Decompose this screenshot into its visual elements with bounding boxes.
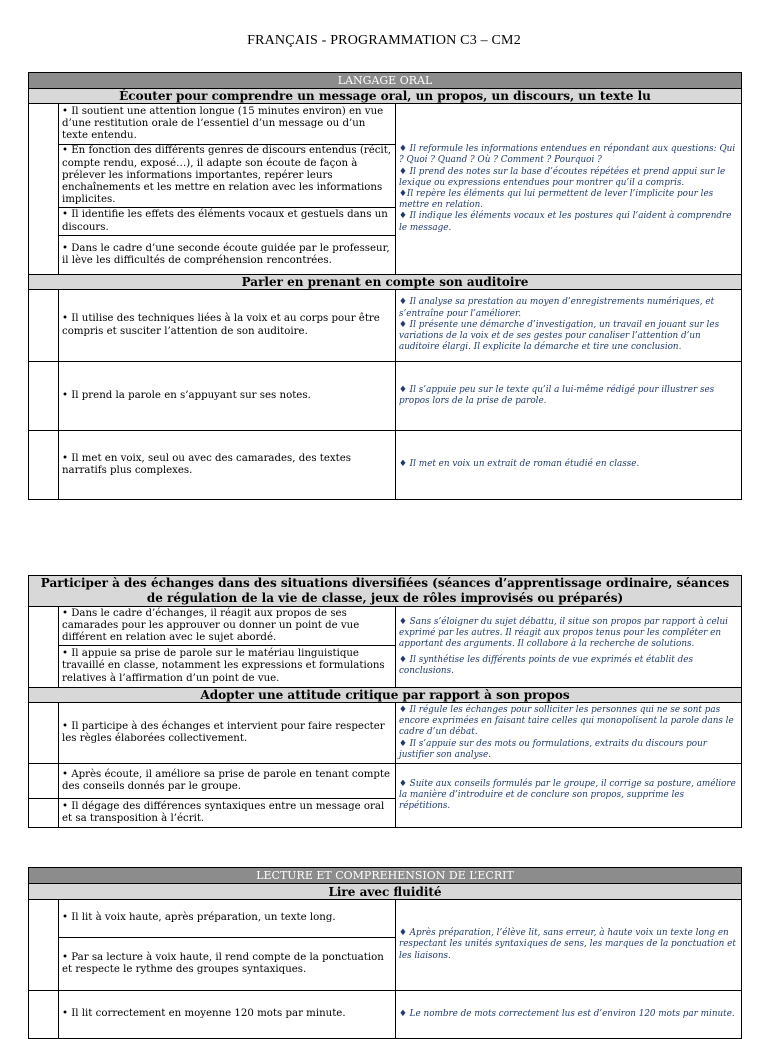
margin-cell: [29, 900, 59, 991]
margin-cell: [29, 799, 59, 828]
indicator: • Il soutient une attention longue (15 minutes environ) en vue d’une restitution orale de l’essentiel d’un message ou d’un texte entendu.: [59, 104, 396, 145]
indicator: • Après écoute, il améliore sa prise de parole en tenant compte des conseils donnés par le groupe.: [59, 764, 396, 799]
note: ♦ Il s’appuie peu sur le texte qu’il a lui-même rédigé pour illustrer ses propos lors de la prise de parole.: [399, 384, 715, 406]
observation-notes: [396, 104, 742, 275]
margin-cell: [29, 703, 59, 764]
observation-notes: [396, 431, 742, 500]
margin-cell: [29, 290, 59, 362]
note: ♦ Il présente une démarche d’investigation, un travail en jouant sur les variations de la voix et de ses gestes pour canaliser l’attention d’un auditoire élargi. Il explicite la démarche et tire une conclusion.: [399, 319, 720, 353]
margin-cell: [29, 991, 59, 1039]
group-title: Participer à des échanges dans des situations diversifiées (séances d’apprentissage ordinaire, séances de régulation de la vie de classe, jeux de rôles improvisés ou préparés): [29, 576, 742, 607]
note: ♦ Il régule les échanges pour solliciter les personnes qui ne se sont pas encore exprimées en faisant taire celles qui monopolisent la parole dans le cadre d’un débat.: [399, 704, 734, 738]
section-lecture: [28, 867, 742, 1039]
note: ♦ Il met en voix un extrait de roman étudié en classe.: [399, 459, 640, 470]
indicator: • Il dégage des différences syntaxiques entre un message oral et sa transposition à l’écrit.: [59, 799, 396, 828]
note: ♦ Il synthétise les différents points de vue exprimés et établit des conclusions.: [399, 654, 693, 676]
note: ♦ Il prend des notes sur la base d’écoutes répétées et prend appui sur le lexique ou expressions entendues pour montrer qu’il a compris.: [399, 166, 726, 188]
note: ♦ Après préparation, l’élève lit, sans erreur, à haute voix un texte long en respectant les unités syntaxiques de sens, les marques de la ponctuation et les liaisons.: [399, 928, 736, 961]
section-echanges: [28, 575, 742, 828]
indicator: • Il prend la parole en s’appuyant sur ses notes.: [59, 362, 396, 431]
section-header: LECTURE ET COMPREHENSION DE L’ECRIT: [29, 868, 742, 884]
indicator: • Il lit correctement en moyenne 120 mots par minute.: [59, 991, 396, 1039]
note: ♦ Sans s’éloigner du sujet débattu, il situe son propos par rapport à celui exprimé par les autres. Il réagit aux propos tenus pour les compléter en apportant des arguments. Il collabore à la recherche de solutions.: [399, 616, 728, 650]
indicator: • Il lit à voix haute, après préparation, un texte long.: [59, 900, 396, 938]
group-title: Écouter pour comprendre un message oral, un propos, un discours, un texte lu: [29, 89, 742, 104]
indicator: • Par sa lecture à voix haute, il rend compte de la ponctuation et respecte le rythme des groupes syntaxiques.: [59, 938, 396, 991]
note: ♦ Le nombre de mots correctement lus est d’environ 120 mots par minute.: [399, 1008, 735, 1019]
indicator: • Dans le cadre d’échanges, il réagit aux propos de ses camarades pour les approuver ou donner un point de vue différent en relation avec le sujet abordé.: [59, 607, 396, 646]
note: ♦ Suite aux conseils formulés par le groupe, il corrige sa posture, améliore la manière d’introduire et de conclure son propos, supprime les répétitions.: [399, 778, 736, 812]
observation-notes: [396, 764, 742, 828]
group-title: Adopter une attitude critique par rapport à son propos: [29, 688, 742, 703]
observation-notes: [396, 900, 742, 991]
margin-cell: [29, 431, 59, 500]
margin-cell: [29, 104, 59, 275]
observation-notes: [396, 703, 742, 764]
note: ♦ Il reformule les informations entendues en répondant aux questions: Qui ? Quoi ? Quand ? Où ? Comment ? Pourquoi ?: [399, 144, 736, 166]
group-title: Parler en prenant en compte son auditoire: [29, 275, 742, 290]
indicator: • Il utilise des techniques liées à la voix et au corps pour être compris et susciter l’attention de son auditoire.: [59, 290, 396, 362]
note: ♦Il repère les éléments qui lui permettent de lever l’implicite pour les mettre en relation.: [399, 189, 714, 211]
indicator: • Il participe à des échanges et intervient pour faire respecter les règles élaborées collectivement.: [59, 703, 396, 764]
margin-cell: [29, 607, 59, 688]
indicator: • Dans le cadre d’une seconde écoute guidée par le professeur, il lève les difficultés de compréhension rencontrées.: [59, 236, 396, 275]
observation-notes: [396, 991, 742, 1039]
note: ♦ Il analyse sa prestation au moyen d’enregistrements numériques, et s’entraîne pour l’améliorer.: [399, 297, 715, 319]
indicator: • En fonction des différents genres de discours entendus (récit, compte rendu, exposé…), il adapte son écoute de façon à prélever les informations importantes, repérer leurs enchaînements et les mettre en relation avec les informations implicites.: [59, 145, 396, 208]
observation-notes: [396, 290, 742, 362]
group-title: Lire avec fluidité: [29, 884, 742, 900]
note: ♦ Il s’appuie sur des mots ou formulations, extraits du discours pour justifier son analyse.: [399, 738, 707, 760]
indicator: • Il appuie sa prise de parole sur le matériau linguistique travaillé en classe, notamment les expressions et formulations relatives à l’affirmation d’un point de vue.: [59, 646, 396, 688]
section-header: LANGAGE ORAL: [29, 73, 742, 89]
note: ♦ Il indique les éléments vocaux et les postures qui l’aident à comprendre le message.: [399, 211, 732, 233]
page-title: FRANÇAIS - PROGRAMMATION C3 – CM2: [247, 33, 521, 48]
observation-notes: [396, 607, 742, 688]
margin-cell: [29, 362, 59, 431]
indicator: • Il identifie les effets des éléments vocaux et gestuels dans un discours.: [59, 208, 396, 236]
indicator: • Il met en voix, seul ou avec des camarades, des textes narratifs plus complexes.: [59, 431, 396, 500]
margin-cell: [29, 764, 59, 799]
section-langage-oral: [28, 72, 742, 500]
observation-notes: [396, 362, 742, 431]
